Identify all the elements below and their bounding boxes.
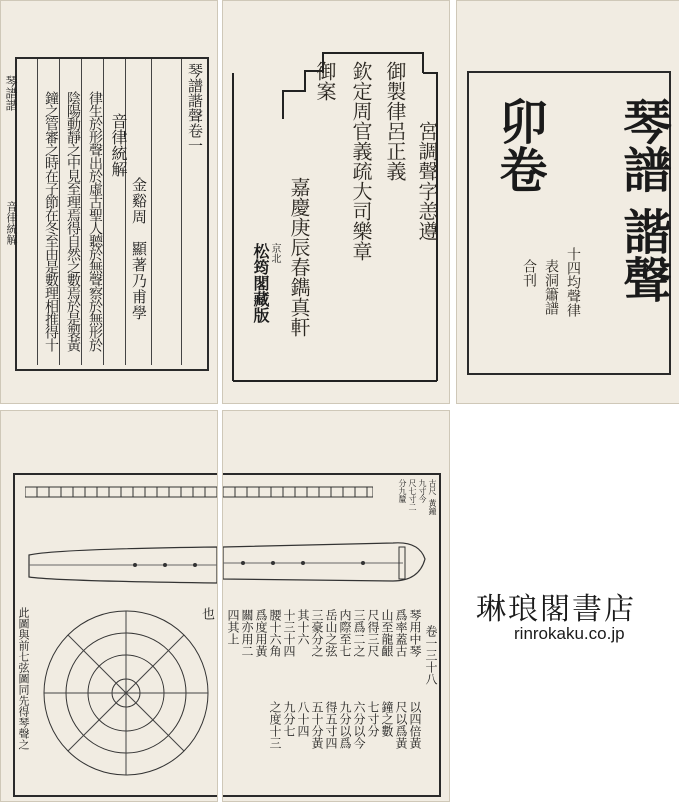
text-column: 其十六	[296, 609, 310, 645]
title-page-panel	[456, 0, 679, 404]
page-panel-top-middle	[222, 0, 450, 404]
store-name: 琳琅閣書店	[476, 592, 636, 627]
qin-instrument-left	[25, 541, 217, 591]
imprint-right-line: 宮調聲字恙遵	[415, 121, 439, 241]
title-side-c: 合刊	[521, 259, 537, 287]
ruler-left	[25, 483, 217, 501]
circular-pitch-diagram	[41, 607, 211, 779]
publisher-name: 松筠閣藏版	[251, 243, 270, 323]
text-column: 岳山之弦	[324, 609, 338, 657]
title-chars-3: 卯卷	[491, 97, 547, 193]
text-column-lower: 九分七	[282, 701, 296, 737]
text-column-lower: 得五寸四	[324, 701, 338, 749]
ruler-note-d: 尺七寸二	[408, 479, 417, 511]
section-label: 音律統解	[109, 113, 128, 177]
diagram-caption: 此圖與前七弦圖同先得琴聲之	[17, 607, 30, 750]
store-url: rinrokaku.co.jp	[514, 624, 625, 643]
body-column-3: 鐘之管審之時在子節在冬至由是數理相推得十	[43, 91, 59, 351]
text-column: 三豪分之	[310, 609, 324, 657]
text-column-lower: 五十分黃	[310, 701, 324, 749]
imprint-line-2: 欽定周官義疏大司樂章	[349, 61, 373, 261]
text-column-lower: 之度十三	[268, 701, 282, 749]
text-column: 關亦用二	[240, 609, 254, 657]
diagram-caption-end: 也	[199, 607, 214, 620]
text-column: 山至龍齦	[380, 609, 394, 657]
text-column: 三爲二之	[352, 609, 366, 657]
body-column-1: 律生於形聲出於虛古聖人聽於無聲察於無形於	[87, 91, 103, 351]
ruler-note-e: 分九釐	[398, 479, 407, 503]
diagram-panel-right	[222, 410, 450, 802]
imprint-line-1: 御製律呂正義	[383, 61, 407, 181]
text-column: 十三十四	[282, 609, 296, 657]
column-rule	[181, 59, 182, 365]
text-column-lower: 鐘之數	[380, 701, 394, 737]
text-page-head: 卷一三十八	[424, 625, 438, 685]
press-tag: 真軒	[287, 297, 311, 337]
text-column: 爲度用黃	[254, 609, 268, 657]
title-chars-2: 諧聲	[615, 207, 671, 303]
location-small: 京北	[269, 243, 280, 263]
text-column: 腰十六角	[268, 609, 282, 657]
text-column-lower: 六分以今	[352, 701, 366, 749]
text-column-lower: 七寸分	[366, 701, 380, 737]
ruler-note-c: 九寸今	[418, 479, 427, 503]
date-line: 嘉慶庚辰春鐫	[287, 177, 311, 297]
author-line: 金谿周 顯著乃甫學	[130, 177, 148, 321]
text-column: 尺得三尺	[366, 609, 380, 657]
page-panel-top-left	[0, 0, 218, 404]
title-side-a: 十四均聲律	[565, 247, 581, 317]
text-column-lower: 八十四	[296, 701, 310, 737]
text-column: 琴用中琴	[408, 609, 422, 657]
text-column-lower: 九分以爲	[338, 701, 352, 749]
edge-head: 琴譜諧	[4, 75, 18, 111]
title-side-b: 表洞簫譜	[543, 259, 559, 315]
text-column-lower: 以四倍黃	[408, 701, 422, 749]
diagram-panel-left	[0, 410, 218, 802]
imprint-line-3: 御案	[313, 61, 337, 101]
ruler-note-a: 古尺	[428, 479, 437, 495]
column-rule	[125, 59, 126, 365]
text-column: 四其上	[226, 609, 240, 645]
edge-sub: 音律統解	[5, 201, 18, 245]
ruler-note-b: 黃鐘	[428, 499, 437, 515]
running-head: 琴譜諧聲卷一	[186, 63, 204, 153]
ruler-right	[223, 483, 373, 501]
body-column-2: 陰陽動靜之中見至理焉得自然之數焉於是製黃	[65, 91, 81, 351]
qin-instrument-right	[223, 529, 435, 595]
column-rule	[151, 59, 152, 365]
column-rule	[37, 59, 38, 365]
text-column-lower: 尺以爲黃	[394, 701, 408, 749]
text-column: 内際至七	[338, 609, 352, 657]
title-chars-1: 琴譜	[615, 97, 671, 193]
text-column: 爲率蓋古	[394, 609, 408, 657]
